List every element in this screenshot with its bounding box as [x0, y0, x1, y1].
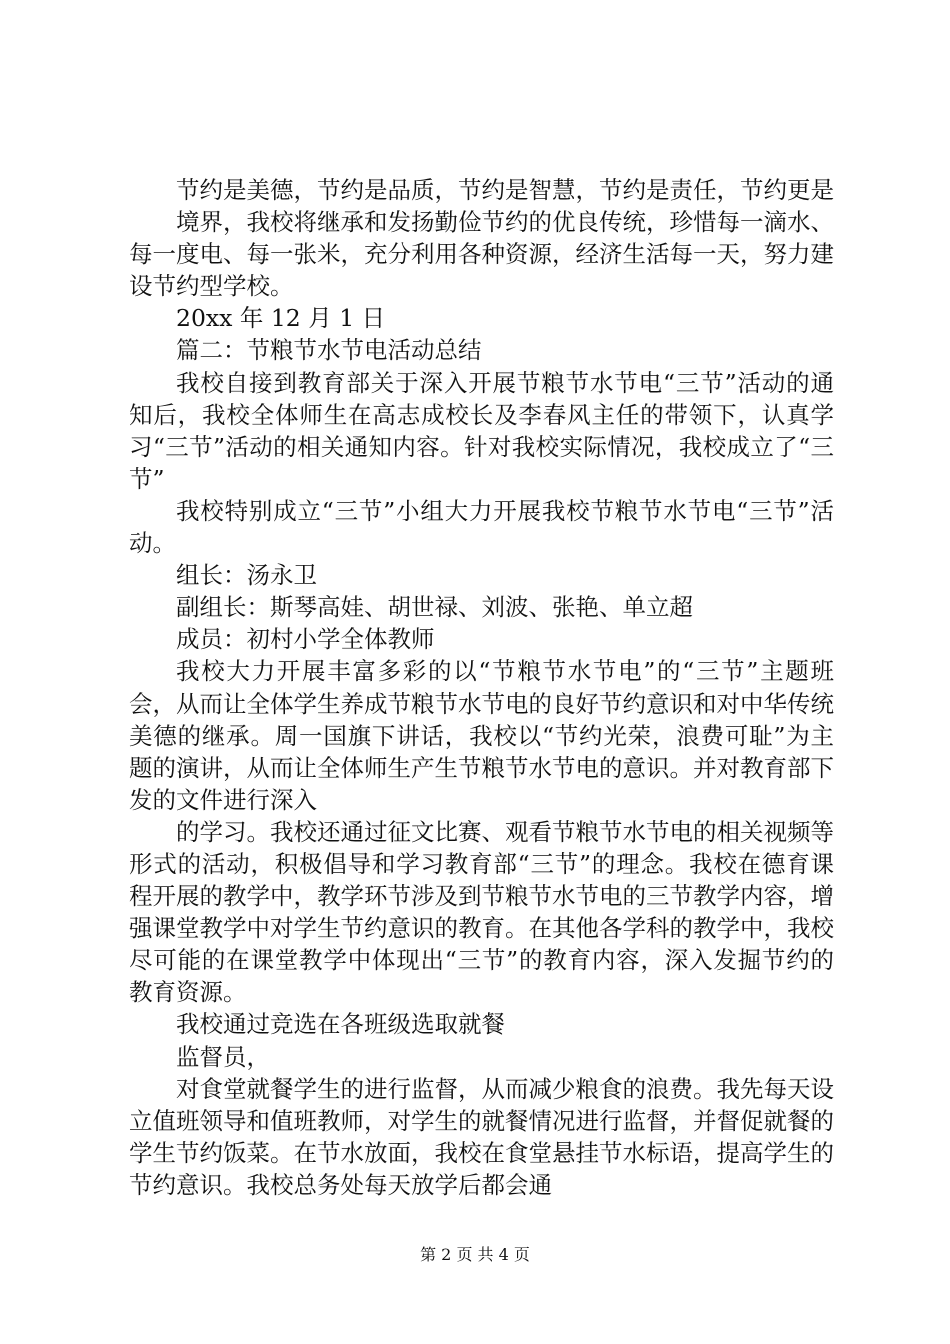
page-footer: 第 2 页 共 4 页	[420, 1245, 530, 1264]
paragraph-7: 我校通过竞选在各班级选取就餐	[176, 1010, 505, 1039]
members-line: 成员：初村小学全体教师	[176, 625, 435, 654]
paragraph-6: 的学习。我校还通过征文比赛、观看节粮节水节电的相关视频等形式的活动，积极倡导和学习教育部“三节”的理念。我校在德育课程开展的教学中，教学环节涉及到节粮节水节电的三节教学内容，增强课堂教学中对学生节约意识的教育。在其他各学科的教学中，我校尽可能的在课堂教学中体现出“三节”的教育内容，深入发掘节约的教育资源。	[129, 817, 834, 1007]
section-heading: 篇二：节粮节水节电活动总结	[176, 336, 482, 365]
team-leader-line: 组长：汤永卫	[176, 561, 317, 590]
paragraph-2: 境界，我校将继承和发扬勤俭节约的优良传统，珍惜每一滴水、每一度电、每一张米，充分利用各种资源，经济生活每一天，努力建设节约型学校。	[129, 208, 834, 301]
date-line: 20xx 年 12 月 1 日	[176, 304, 386, 333]
paragraph-4: 我校特别成立“三节”小组大力开展我校节粮节水节电“三节”活动。	[129, 496, 834, 558]
paragraph-5: 我校大力开展丰富多彩的以“节粮节水节电”的“三节”主题班会，从而让全体学生养成节粮节水节电的良好节约意识和对中华传统美德的继承。周一国旗下讲话，我校以“节约光荣，浪费可耻”为主题的演讲，从而让全体师生产生节粮节水节电的意识。并对教育部下发的文件进行深入	[129, 657, 834, 814]
paragraph-1: 节约是美德，节约是品质，节约是智慧，节约是责任，节约更是	[176, 176, 834, 204]
paragraph-8: 监督员，	[176, 1042, 270, 1071]
deputy-leader-line: 副组长：斯琴高娃、胡世禄、刘波、张艳、单立超	[176, 593, 693, 622]
document-body	[129, 174, 834, 1201]
paragraph-9: 对食堂就餐学生的进行监督，从而减少粮食的浪费。我先每天设立值班领导和值班教师，对学生的就餐情况进行监督，并督促就餐的学生节约饭菜。在节水放面，我校在食堂悬挂节水标语，提高学生的节约意识。我校总务处每天放学后都会通	[129, 1074, 834, 1199]
paragraph-3: 我校自接到教育部关于深入开展节粮节水节电“三节”活动的通知后，我校全体师生在高志成校长及李春风主任的带领下，认真学习“三节”活动的相关通知内容。针对我校实际情况，我校成立了“三节”	[129, 368, 834, 493]
